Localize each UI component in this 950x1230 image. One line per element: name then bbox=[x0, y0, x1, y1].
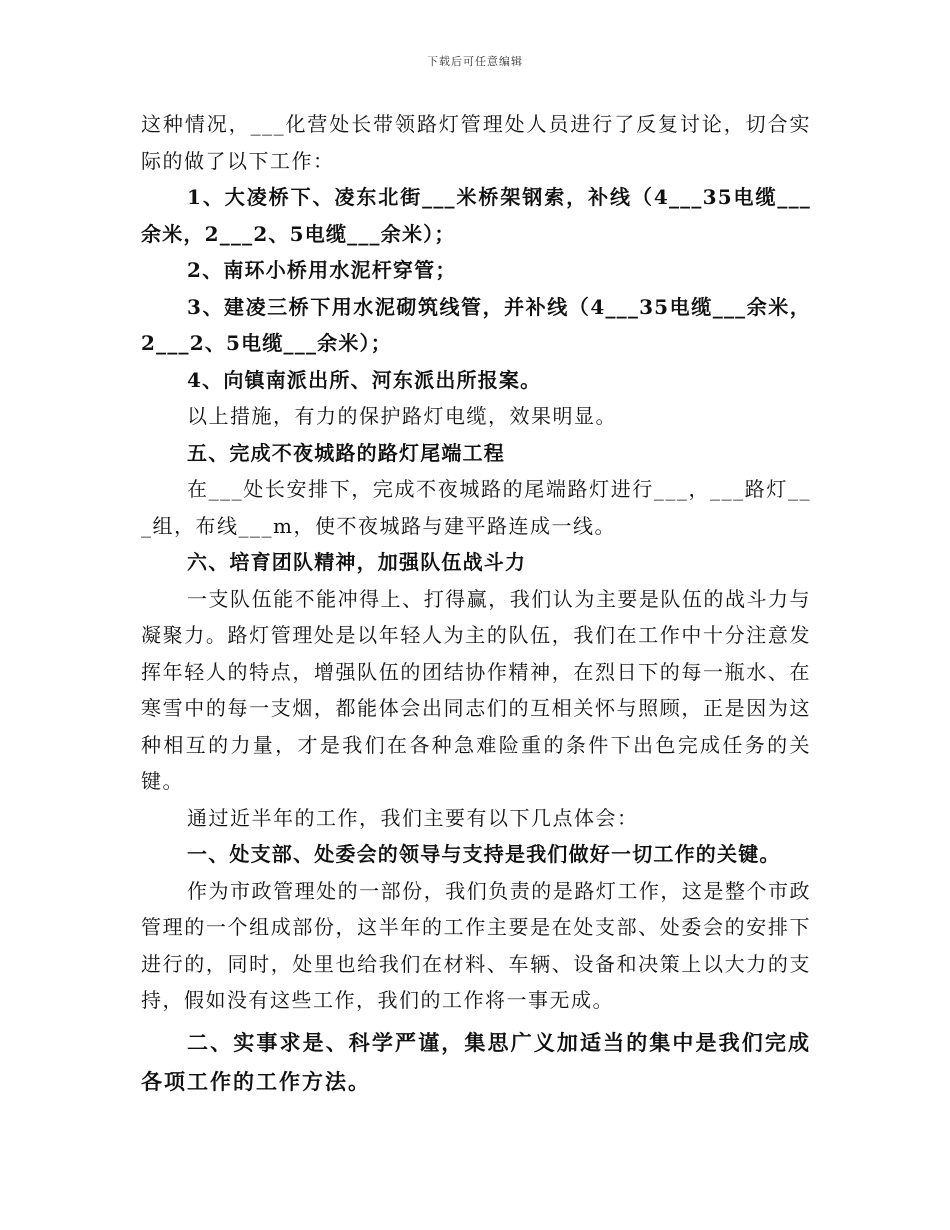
paragraph-section-6: 一支队伍能不能冲得上、打得赢，我们认为主要是队伍的战斗力与凝聚力。路灯管理处是以年轻人为主的队伍，我们在工作中十分注意发挥年轻人的特点，增强队伍的团结协作精神，在烈日下的每一瓶水、在寒雪中的每一支烟，都能体会出同志们的互相关怀与照顾，正是因为这种相互的力量，才是我们在各种急难险重的条件下出色完成任务的关键。 bbox=[141, 586, 811, 793]
paragraph-point-1: 作为市政管理处的一部份，我们负责的是路灯工作，这是整个市政管理的一个组成部份，这半年的工作主要是在处支部、处委会的安排下进行的，同时，处里也给我们在材料、车辆、设备和决策上以大力的支持，假如没有这些工作，我们的工作将一事无成。 bbox=[141, 878, 811, 1012]
point-heading-1: 一、处支部、处委会的领导与支持是我们做好一切工作的关键。 bbox=[187, 842, 781, 866]
page-header: 下载后可任意编辑 bbox=[427, 55, 523, 68]
list-item-1: 1、大凌桥下、凌东北街___米桥架钢索，补线（4___35电缆___余米，2___2、5电缆___余米）； bbox=[141, 185, 811, 246]
paragraph-measures: 以上措施，有力的保护路灯电缆，效果明显。 bbox=[187, 404, 617, 428]
paragraph-summary-intro: 通过近半年的工作，我们主要有以下几点体会： bbox=[187, 805, 639, 830]
document-body bbox=[141, 106, 811, 1101]
paragraph-section-5: 在___处长安排下，完成不夜城路的尾端路灯进行___，___路灯___组，布线___m，使不夜城路与建平路连成一线。 bbox=[141, 477, 811, 538]
section-heading-5: 五、完成不夜城路的路灯尾端工程 bbox=[187, 440, 505, 465]
paragraph-intro: 这种情况，___化营处长带领路灯管理处人员进行了反复讨论，切合实际的做了以下工作： bbox=[141, 112, 811, 173]
list-item-2: 2、南环小桥用水泥杆穿管； bbox=[187, 258, 457, 282]
list-item-4: 4、向镇南派出所、河东派出所报案。 bbox=[187, 367, 542, 392]
section-heading-6: 六、培育团队精神，加强队伍战斗力 bbox=[187, 550, 527, 574]
point-heading-2: 二、实事求是、科学严谨，集思广义加适当的集中是我们完成各项工作的工作方法。 bbox=[141, 1029, 811, 1094]
list-item-3: 3、建凌三桥下用水泥砌筑线管，并补线（4___35电缆___余米，2___2、5电缆___余米）； bbox=[141, 294, 811, 355]
